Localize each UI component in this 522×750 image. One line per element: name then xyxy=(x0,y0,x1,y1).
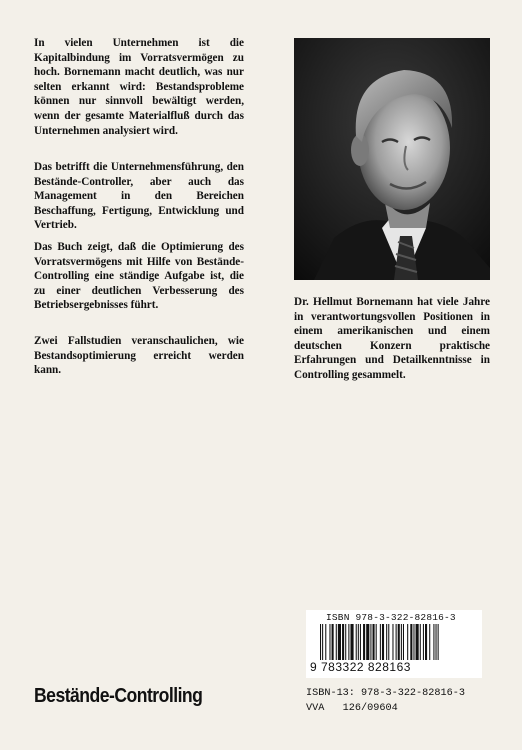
blurb-paragraph-2: Das betrifft die Unternehmensführung, den Bestände-Controller, aber auch das Management in den Bereichen Beschaffung, Fertigung, Entwicklung und Vertrieb. xyxy=(34,161,244,232)
book-title: Bestände-Controlling xyxy=(34,685,203,707)
author-bio: Dr. Hellmut Bornemann hat viele Jahre in verantwortungsvollen Positionen in einem amerikanischen und einem deutschen Konzern praktische Erfahrungen und Detailkenntnisse in Controlling gesammelt. xyxy=(294,296,490,381)
vva-number-line: VVA 126/09604 xyxy=(306,703,398,714)
author-portrait-image xyxy=(294,38,490,280)
barcode-isbn-label: ISBN 978-3-322-82816-3 xyxy=(326,612,456,623)
blurb-paragraph-1: In vielen Unternehmen ist die Kapitalbindung im Vorratsvermögen zu hoch. Bornemann macht deutlich, was nur selten erkannt wird: Bestandsprobleme können nur sinnvoll bewältigt werden, wenn der gesamte Materialfluß durch das Unternehmen analysiert wird. xyxy=(34,37,244,137)
isbn-13-line: ISBN-13: 978-3-322-82816-3 xyxy=(306,688,465,699)
blurb-paragraph-4: Zwei Fallstudien veranschaulichen, wie Bestandsoptimierung erreicht werden kann. xyxy=(34,335,244,377)
barcode xyxy=(306,610,482,678)
barcode-digits: 9 783322 828163 xyxy=(310,660,411,674)
author-photo xyxy=(294,38,490,280)
blurb-paragraph-3: Das Buch zeigt, daß die Optimierung des Vorratsvermögens mit Hilfe von Bestände-Controlling eine ständige Aufgabe ist, die zu einer deutlichen Verbesserung des Betriebsergebnisses führt. xyxy=(34,241,244,312)
